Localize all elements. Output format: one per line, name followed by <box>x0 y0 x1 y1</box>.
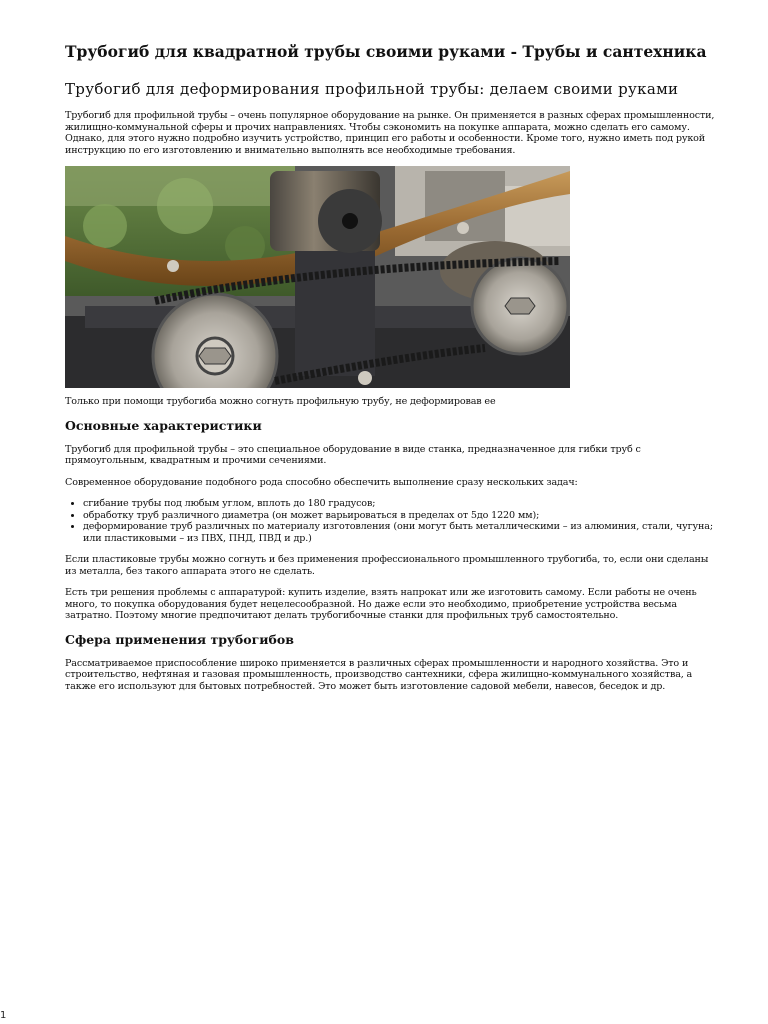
section-heading-characteristics: Основные характеристики <box>65 417 262 433</box>
list-item: • обработку труб различного диаметра (он может варьироваться в пределах от 5до 1220 мм); <box>83 510 715 522</box>
page-number: 1 <box>0 1010 7 1021</box>
document-title: Трубогиб для квадратной трубы своими руками - Трубы и сантехника <box>65 42 707 61</box>
task-list <box>65 498 715 544</box>
paragraph: Если пластиковые трубы можно согнуть и без применения профессионального промышленного трубогиба, то, если они сделаны из металла, без такого аппарата этого не сделать. <box>65 554 709 577</box>
list-item: • сгибание трубы под любым углом, вплоть до 180 градусов; <box>83 498 715 510</box>
intro-paragraph: Трубогиб для профильной трубы – очень популярное оборудование на рынке. Он применяется в разных сферах промышленности, жилищно-коммунальной сферы и прочих направлениях. Чтобы сэкономить на покупке аппарата, можно сделать его самому. Однако, для этого нужно подробно изучить устройство, принцип его работы и особенности. Кроме того, нужно иметь под рукой инструкцию по его изготовлению и внимательно выполнять все необходимые требования. <box>65 110 715 156</box>
paragraph: Рассматриваемое приспособление широко применяется в различных сферах промышленности и народного хозяйства. Это и строительство, нефтяная и газовая промышленность, производство сантехники, сфера жилищно-коммунального хозяйства, а также его используют для бытовых потребностей. Это может быть изготовление садовой мебели, навесов, беседок и др. <box>65 657 693 692</box>
photo-caption: Только при помощи трубогиба можно согнуть профильную трубу, не деформировав ее <box>65 396 496 407</box>
article-subtitle: Трубогиб для деформирования профильной трубы: делаем своими руками <box>65 80 679 98</box>
paragraph: Есть три решения проблемы с аппаратурой: купить изделие, взять напрокат или же изготовить самому. Если работы не очень много, то покупка оборудования будет нецелесообразной. Но даже если это необходимо, приобретение устройства весьма затратно. Поэтому многие предпочитают делать трубогибочные станки для профильных труб самостоятельно. <box>65 587 697 621</box>
document-page <box>65 42 715 702</box>
pipe-bender-photo <box>65 166 570 388</box>
paragraph: Современное оборудование подобного рода способно обеспечить выполнение сразу нескольких задач: <box>65 476 578 488</box>
paragraph: Трубогиб для профильной трубы – это специальное оборудование в виде станка, предназначенное для гибки труб с прямоугольным, квадратным и прочими сечениями. <box>65 443 641 466</box>
list-item: • деформирование труб различных по материалу изготовления (они могут быть металлическими – из алюминия, стали, чугуна; или пластиковыми – из ПВХ, ПНД, ПВД и др.) <box>83 521 715 544</box>
section-heading-applications: Сфера применения трубогибов <box>65 631 294 647</box>
